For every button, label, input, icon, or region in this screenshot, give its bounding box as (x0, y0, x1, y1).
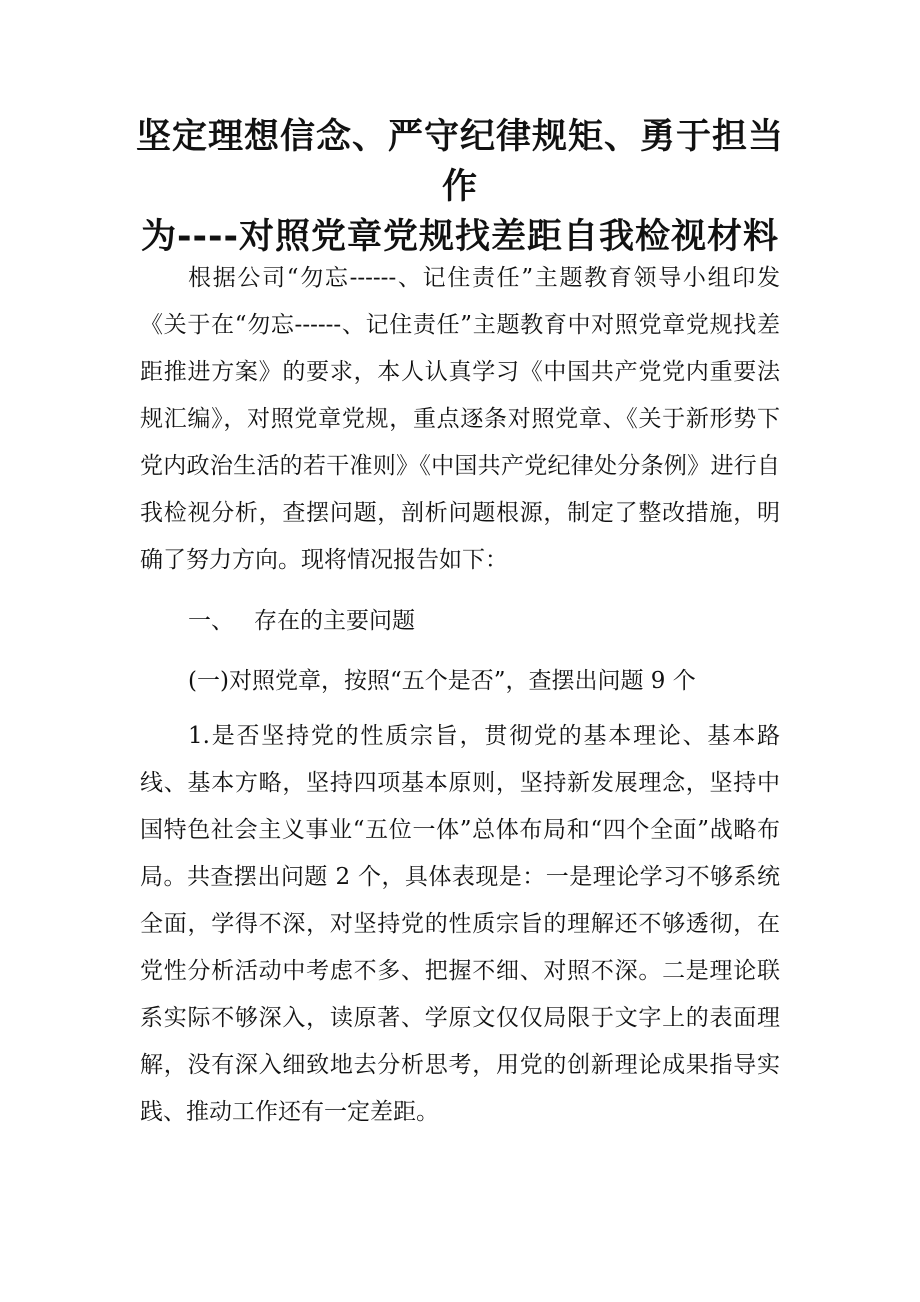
section-number: 一、 (188, 608, 234, 634)
document-body (140, 255, 780, 1136)
item-paragraph: 1.是否坚持党的性质宗旨，贯彻党的基本理论、基本路线、基本方略，坚持四项基本原则，坚持新发展理念，坚持中国特色社会主义事业“五位一体”总体布局和“四个全面”战略布局。共查摆出问题 2 个，具体表现是：一是理论学习不够系统全面，学得不深，对坚持党的性质宗旨的理解还不够透彻，在党性分析活动中考虑不多、把握不细、对照不深。二是理论联系实际不够深入，读原著、学原文仅仅局限于文字上的表面理解，没有深入细致地去分析思考，用党的创新理论成果指导实践、推动工作还有一定差距。 (140, 723, 780, 1125)
title-line-2: 为----对照党章党规找差距自我检视材料 (140, 217, 780, 257)
subsection-heading: (一)对照党章，按照“五个是否”，查摆出问题 9 个 (188, 668, 696, 694)
intro-paragraph: 根据公司“勿忘------、记住责任”主题教育领导小组印发《关于在“勿忘------、记住责任”主题教育中对照党章党规找差距推进方案》的要求，本人认真学习《中国共产党党内重要法规汇编》，对照党章党规，重点逐条对照党章、《关于新形势下党内政治生活的若干准则》《中国共产党纪律处分条例》进行自我检视分析，查摆问题，剖析问题根源，制定了整改措施，明确了努力方向。现将情况报告如下： (140, 265, 780, 573)
title-line-1: 坚定理想信念、严守纪律规矩、勇于担当作 (135, 117, 784, 207)
section-heading (140, 598, 780, 650)
section-title: 存在的主要问题 (254, 608, 415, 634)
document-title (120, 112, 800, 262)
